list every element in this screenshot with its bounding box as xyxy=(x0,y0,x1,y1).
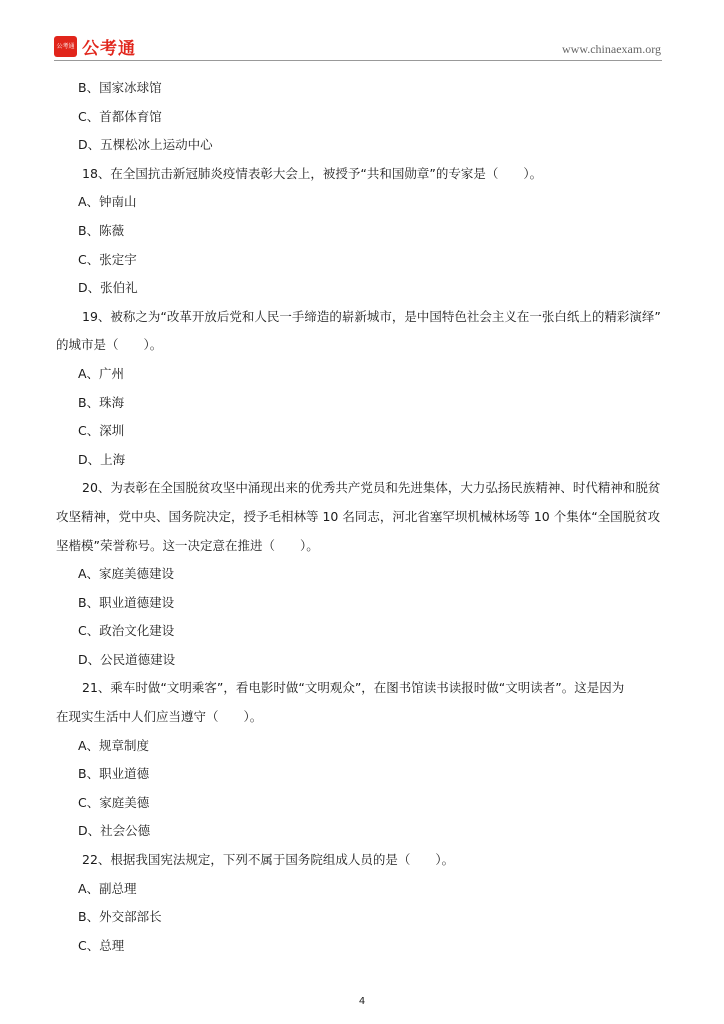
question-text: 18、在全国抗击新冠肺炎疫情表彰大会上，被授予“共和国勋章”的专家是（ ）。 xyxy=(82,165,543,181)
answer-option: A、家庭美德建设 xyxy=(78,566,175,582)
answer-option: B、珠海 xyxy=(78,394,125,410)
logo xyxy=(54,34,136,58)
logo-text: 公考通 xyxy=(82,38,136,59)
answer-option: C、家庭美德 xyxy=(78,794,150,810)
answer-option: C、首都体育馆 xyxy=(78,108,162,124)
page-number: 4 xyxy=(358,996,366,1007)
answer-option: B、陈薇 xyxy=(78,222,125,238)
site-url[interactable]: www.chinaexam.org xyxy=(562,42,661,56)
answer-option: B、职业道德建设 xyxy=(78,594,175,610)
logo-badge-icon: 公考通 xyxy=(54,36,77,57)
page-header xyxy=(0,0,724,62)
header-divider xyxy=(54,60,662,61)
answer-option: C、深圳 xyxy=(78,423,125,439)
answer-option: A、广州 xyxy=(78,365,125,381)
question-text-continued: 坚楷模”荣誉称号。这一决定意在推进（ ）。 xyxy=(56,537,319,553)
answer-option: B、外交部部长 xyxy=(78,909,162,925)
answer-option: D、社会公德 xyxy=(78,823,151,839)
answer-option: C、张定宇 xyxy=(78,251,137,267)
answer-option: D、上海 xyxy=(78,451,126,467)
question-text: 22、根据我国宪法规定，下列不属于国务院组成人员的是（ ）。 xyxy=(82,852,455,868)
answer-option: B、国家冰球馆 xyxy=(78,80,162,95)
question-text-continued: 攻坚精神，党中央、国务院决定，授予毛相林等 10 名同志，河北省塞罕坝机械林场等 10 个集体“全国脱贫攻 xyxy=(56,508,661,524)
question-text-continued: 的城市是（ ）。 xyxy=(56,337,163,353)
question-text: 19、被称之为“改革开放后党和人民一手缔造的崭新城市，是中国特色社会主义在一张白纸上的精彩演绎” xyxy=(82,308,661,324)
document-body xyxy=(56,74,668,960)
answer-option: B、职业道德 xyxy=(78,766,150,782)
answer-option: D、公民道德建设 xyxy=(78,651,176,667)
question-text: 20、为表彰在全国脱贫攻坚中涌现出来的优秀共产党员和先进集体，大力弘扬民族精神、时代精神和脱贫 xyxy=(82,480,661,496)
answer-option: A、副总理 xyxy=(78,880,137,896)
answer-option: D、五棵松冰上运动中心 xyxy=(78,137,213,153)
answer-option: C、总理 xyxy=(78,937,125,953)
question-text: 21、乘车时做“文明乘客”，看电影时做“文明观众”，在图书馆读书读报时做“文明读者”。这是因为 xyxy=(82,680,625,696)
answer-option: D、张伯礼 xyxy=(78,280,138,296)
answer-option: A、钟南山 xyxy=(78,194,137,210)
answer-option: A、规章制度 xyxy=(78,737,150,753)
question-text-continued: 在现实生活中人们应当遵守（ ）。 xyxy=(56,709,263,725)
answer-option: C、政治文化建设 xyxy=(78,623,175,639)
